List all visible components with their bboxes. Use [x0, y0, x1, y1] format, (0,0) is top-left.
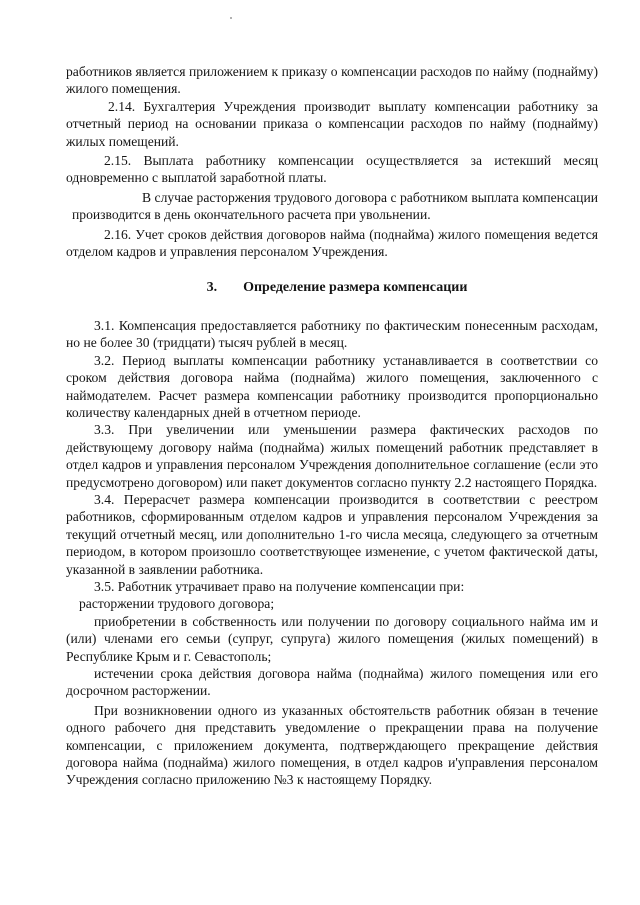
section-title: Определение размера компенсации [243, 280, 468, 296]
paragraph-3-5-item-expiry: истечении срока действия договора найма (поднайма) жилого помещения или его досрочном расторжении. [66, 666, 598, 699]
paragraph-3-5-item-acquisition: приобретении в собственность или получении по договору социального найма им и (или) членами его семьи (супруг, супруга) жилого помещения (жилых помещений) в Республике Крым и г. Севастополь; [66, 613, 598, 664]
section-number: 3. [206, 280, 218, 296]
paragraph-2-14: 2.14. Бухгалтерия Учреждения производит выплату компенсации работнику за отчетный период на основании приказа о компенсации расходов по найму (поднайму) жилых помещений. [66, 98, 598, 149]
section-heading [66, 279, 598, 296]
paragraph-3-2: 3.2. Период выплаты компенсации работнику устанавливается в соответствии со сроком действия договора найма (поднайма) жилого помещения, заключенного с наймодателем. Расчет размера компенсации работнику производится пропорционально количеству календарных дней в отчетном периоде. [66, 352, 598, 420]
paragraph-2-15-termination: В случае расторжения трудового договора с работником выплата компенсации производится в день окончательного расчета при увольнении. [72, 189, 598, 223]
paragraph-2-15: 2.15. Выплата работнику компенсации осуществляется за истекший месяц одновременно с выплатой заработной платы. [66, 153, 598, 186]
paragraph-final: При возникновении одного из указанных обстоятельств работник обязан в течение одного рабочего дня представить уведомление о прекращении права на получение компенсации, с приложением документа, подтверждающего прекращение действия договора найма (поднайма) жилого помещения, в отдел кадров и'управления персоналом Учреждения согласно приложению №3 к настоящему Порядку. [66, 702, 598, 788]
document-page [66, 63, 598, 789]
paragraph-3-4: 3.4. Перерасчет размера компенсации производится в соответствии с реестром работников, сформированным отделом кадров и управления персоналом Учреждения за текущий отчетный месяц, или дополнительно 1-го числа месяца, следующего за отчетным периодом, в котором произошло соответствующее изменение, с учетом фактической даты, указанной в заявлении работника. [66, 491, 598, 577]
paragraph-3-5: 3.5. Работник утрачивает право на получение компенсации при: [94, 578, 465, 594]
paragraph-2-16: 2.16. Учет сроков действия договоров найма (поднайма) жилого помещения ведется отделом кадров и управления персоналом Учреждения. [66, 226, 598, 260]
paragraph-3-5-item-termination: расторжении трудового договора; [79, 596, 275, 612]
paragraph-2-13-end: работников является приложением к приказу о компенсации расходов по найму (поднайму) жилого помещения. [66, 64, 598, 97]
paragraph-3-1: 3.1. Компенсация предоставляется работнику по фактическим понесенным расходам, но не более 30 (тридцати) тысяч рублей в месяц. [66, 317, 598, 351]
scan-speck [230, 17, 232, 19]
paragraph-3-3: 3.3. При увеличении или уменьшении размера фактических расходов по действующему договору найма (поднайма) жилых помещений работник представляет в отдел кадров и управления персоналом Учреждения дополнительное соглашение (если это предусмотрено договором) или пакет документов согласно пункту 2.2 настоящего Порядка. [66, 422, 598, 490]
